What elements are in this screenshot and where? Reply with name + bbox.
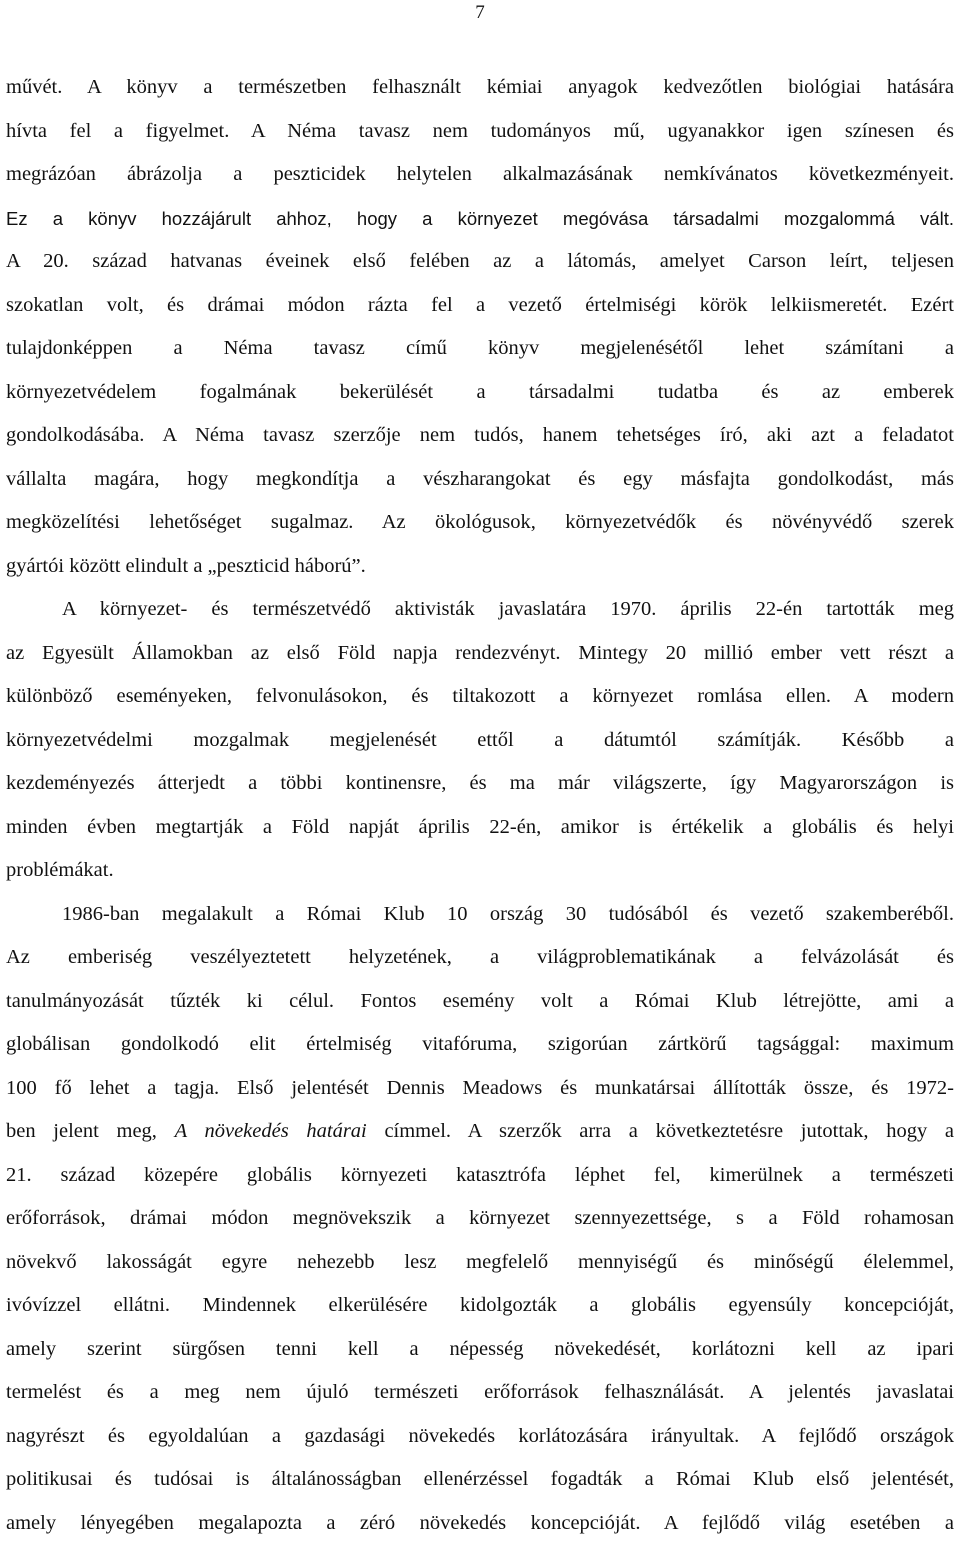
- text-line: kezdeményezés átterjedt a többi kontinensre, és ma már világszerte, így Magyarországon is: [6, 762, 954, 806]
- text-line: 1986-ban megalakult a Római Klub 10 ország 30 tudósából és vezető szakemberéből.: [6, 893, 954, 937]
- text-line: termelést és a meg nem újuló természeti erőforrások felhasználását. A jelentés javaslatai: [6, 1371, 954, 1415]
- text-line: vállalta magára, hogy megkondítja a vészharangokat és egy másfajta gondolkodást, más: [6, 458, 954, 502]
- text-line: szokatlan volt, és drámai módon rázta fel a vezető értelmiségi körök lelkiismeretét. Ezért: [6, 284, 954, 328]
- text-line: gyártói között elindult a „peszticid háború”.: [6, 545, 954, 589]
- text-line: globálisan gondolkodó elit értelmiség vitafóruma, szigorúan zártkörű tagsággal: maximum: [6, 1023, 954, 1067]
- text-line: 100 fő lehet a tagja. Első jelentését Dennis Meadows és munkatársai állították össze, és 1972-: [6, 1067, 954, 1111]
- text-line: tulajdonképpen a Néma tavasz című könyv megjelenésétől lehet számítani a: [6, 327, 954, 371]
- text-line: megközelítési lehetőséget sugalmaz. Az ökológusok, környezetvédők és növényvédő szerek: [6, 501, 954, 545]
- book-title: A növekedés határai: [175, 1120, 367, 1142]
- text-line: az Egyesült Államokban az első Föld napja rendezvényt. Mintegy 20 millió ember vett részt a: [6, 632, 954, 676]
- text-line: megrázóan ábrázolja a peszticidek helytelen alkalmazásának nemkívánatos következményeit.: [6, 153, 954, 197]
- text-line: nagyrészt és egyoldalúan a gazdasági növekedés korlátozására irányultak. A fejlődő országok: [6, 1415, 954, 1459]
- text-line: politikusai és tudósai is általánosságban ellenérzéssel fogadták a Római Klub első jelentését,: [6, 1458, 954, 1502]
- text-line: A 20. század hatvanas éveinek első felében az a látomás, amelyet Carson leírt, teljesen: [6, 240, 954, 284]
- text-line: Az emberiség veszélyeztetett helyzetének, a világproblematikának a felvázolását és: [6, 936, 954, 980]
- text-line: amely szerint sürgősen tenni kell a népesség növekedését, korlátozni kell az ipari: [6, 1328, 954, 1372]
- text-line: gondolkodásába. A Néma tavasz szerzője nem tudós, hanem tehetséges író, aki azt a feladatot: [6, 414, 954, 458]
- text-line: környezetvédelmi mozgalmak megjelenését ettől a dátumtól számítják. Később a: [6, 719, 954, 763]
- text-line: hívta fel a figyelmet. A Néma tavasz nem tudományos mű, ugyanakkor igen színesen és: [6, 110, 954, 154]
- text-line: erőforrások, drámai módon megnövekszik a környezet szennyezettsége, s a Föld rohamosan: [6, 1197, 954, 1241]
- text-line: környezetvédelem fogalmának bekerülését a társadalmi tudatba és az emberek: [6, 371, 954, 415]
- text-line: ivóvízzel ellátni. Mindennek elkerülésére kidolgozták a globális egyensúly koncepcióját,: [6, 1284, 954, 1328]
- page-number: 7: [470, 2, 490, 24]
- text-segment: címmel. A szerzők arra a következtetésre jutottak, hogy a: [367, 1120, 954, 1142]
- text-line: problémákat.: [6, 849, 954, 893]
- text-line: amely lényegében megalapozta a zéró növekedés koncepcióját. A fejlődő világ esetében a: [6, 1502, 954, 1545]
- text-line: különböző eseményeken, felvonulásokon, és tiltakozott a környezet romlása ellen. A modern: [6, 675, 954, 719]
- text-line: Ez a könyv hozzájárult ahhoz, hogy a környezet megóvása társadalmi mozgalommá vált.: [6, 197, 954, 241]
- text-line: A környezet- és természetvédő aktivisták javaslatára 1970. április 22-én tartották meg: [6, 588, 954, 632]
- text-line: minden évben megtartják a Föld napját április 22-én, amikor is értékelik a globális és helyi: [6, 806, 954, 850]
- text-line: növekvő lakosságát egyre nehezebb lesz megfelelő mennyiségű és minőségű élelemmel,: [6, 1241, 954, 1285]
- body-text: [6, 66, 954, 1545]
- text-segment: ben jelent meg,: [6, 1120, 175, 1142]
- text-line: 21. század közepére globális környezeti katasztrófa léphet fel, kimerülnek a természeti: [6, 1154, 954, 1198]
- text-line: tanulmányozását tűzték ki célul. Fontos esemény volt a Római Klub létrejötte, ami a: [6, 980, 954, 1024]
- text-line: művét. A könyv a természetben felhasznált kémiai anyagok kedvezőtlen biológiai hatására: [6, 66, 954, 110]
- text-line: [6, 1110, 954, 1154]
